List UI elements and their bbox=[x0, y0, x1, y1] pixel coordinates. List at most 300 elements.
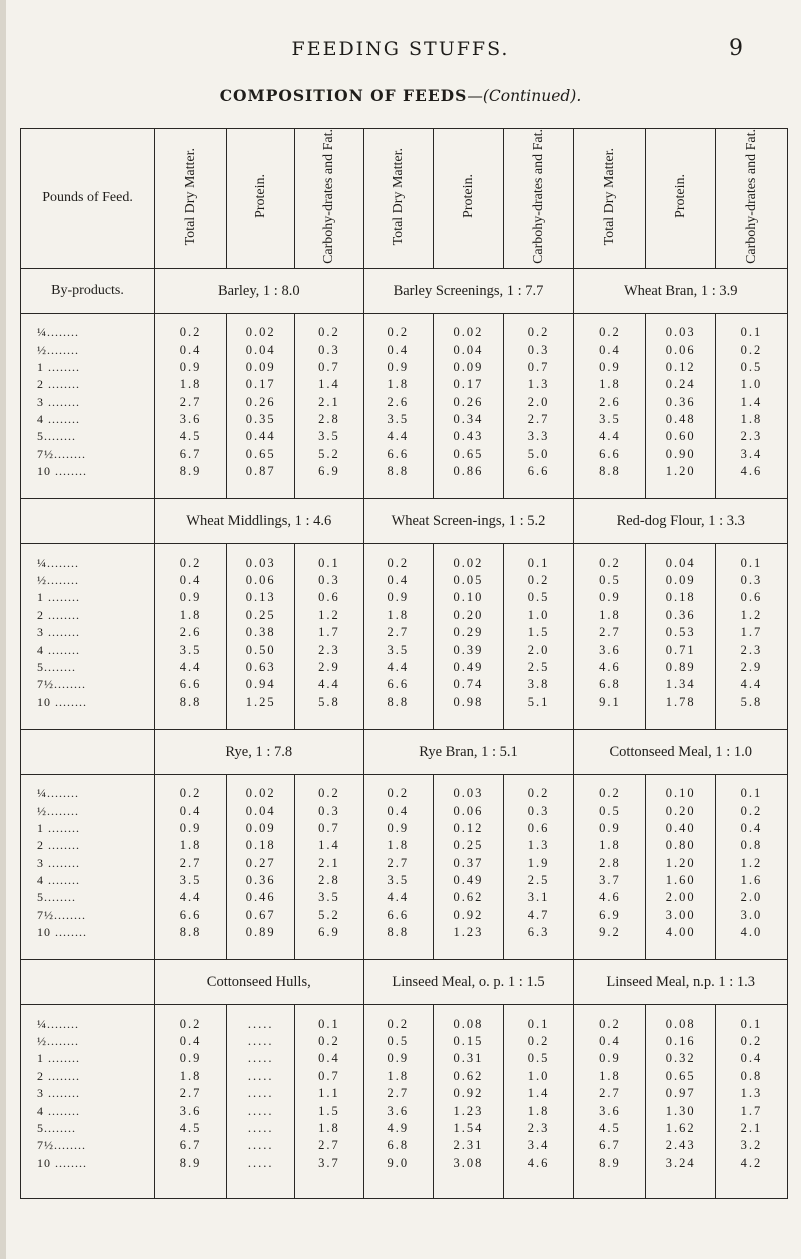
value-cell: 0.43 bbox=[434, 428, 504, 445]
feed-name: Linseed Meal, n.p. 1 : 1.3 bbox=[574, 960, 788, 1005]
value-cell: 8.9 bbox=[155, 463, 227, 480]
pounds-cell: 7½........ bbox=[21, 1137, 155, 1154]
spacer-cell bbox=[434, 941, 504, 960]
value-cell: 3.7 bbox=[574, 872, 646, 889]
value-cell: 0.36 bbox=[227, 872, 295, 889]
value-cell: 2.3 bbox=[295, 641, 363, 658]
value-cell: 2.0 bbox=[715, 889, 787, 906]
value-cell: 0.4 bbox=[715, 820, 787, 837]
spacer-cell bbox=[715, 480, 787, 499]
value-cell: 2.3 bbox=[503, 1120, 574, 1137]
value-cell: 0.9 bbox=[574, 359, 646, 376]
table-row bbox=[21, 1102, 788, 1119]
spacer-cell bbox=[503, 774, 574, 785]
protein-header bbox=[434, 129, 504, 269]
value-cell: 1.8 bbox=[574, 837, 646, 854]
table-row bbox=[21, 393, 788, 410]
value-cell: 0.90 bbox=[646, 446, 716, 463]
value-cell: 3.6 bbox=[155, 1102, 227, 1119]
feed-name: Cottonseed Hulls, bbox=[155, 960, 363, 1005]
value-cell: 2.7 bbox=[155, 1085, 227, 1102]
pounds-cell: 4 ........ bbox=[21, 411, 155, 428]
value-cell: 0.9 bbox=[363, 820, 434, 837]
section-end-row bbox=[21, 480, 788, 499]
value-cell: 0.2 bbox=[363, 785, 434, 802]
pounds-cell: 1 ........ bbox=[21, 359, 155, 376]
value-cell: 4.6 bbox=[574, 889, 646, 906]
spacer-cell bbox=[21, 1005, 155, 1016]
value-cell: 0.50 bbox=[227, 641, 295, 658]
value-cell: 0.9 bbox=[155, 820, 227, 837]
spacer-cell bbox=[295, 313, 363, 324]
table-row bbox=[21, 428, 788, 445]
pounds-of-feed-header: Pounds of Feed. bbox=[21, 129, 155, 269]
value-cell: 0.2 bbox=[155, 324, 227, 341]
value-cell: 0.92 bbox=[434, 1085, 504, 1102]
value-cell: 0.62 bbox=[434, 889, 504, 906]
header-text: Carbohy-drates and Fat. bbox=[743, 129, 759, 264]
value-cell: 0.2 bbox=[503, 324, 574, 341]
value-cell: 3.4 bbox=[503, 1137, 574, 1154]
value-cell: 0.65 bbox=[646, 1068, 716, 1085]
value-cell: 0.6 bbox=[503, 820, 574, 837]
value-cell: 0.15 bbox=[434, 1033, 504, 1050]
value-cell: 0.6 bbox=[715, 589, 787, 606]
value-cell: 1.8 bbox=[574, 1068, 646, 1085]
value-cell: 5.8 bbox=[715, 694, 787, 711]
value-cell: 0.9 bbox=[574, 820, 646, 837]
pounds-cell: 5........ bbox=[21, 889, 155, 906]
value-cell: 6.6 bbox=[574, 446, 646, 463]
pounds-cell: 1 ........ bbox=[21, 820, 155, 837]
value-cell: 4.0 bbox=[715, 924, 787, 941]
value-cell: 8.8 bbox=[363, 694, 434, 711]
value-cell: 1.8 bbox=[715, 411, 787, 428]
value-cell: 5.2 bbox=[295, 907, 363, 924]
value-cell: 5.2 bbox=[295, 446, 363, 463]
value-cell: 0.89 bbox=[227, 924, 295, 941]
spacer-cell bbox=[646, 774, 716, 785]
value-cell: 0.1 bbox=[295, 1015, 363, 1032]
value-cell: 2.6 bbox=[363, 393, 434, 410]
value-cell: 0.3 bbox=[503, 802, 574, 819]
value-cell: 0.04 bbox=[227, 341, 295, 358]
spacer-cell bbox=[227, 941, 295, 960]
value-cell: 4.4 bbox=[363, 659, 434, 676]
value-cell: 4.6 bbox=[503, 1155, 574, 1172]
spacer-cell bbox=[21, 1172, 155, 1199]
feed-name: Wheat Middlings, 1 : 4.6 bbox=[155, 499, 363, 544]
value-cell: 0.49 bbox=[434, 659, 504, 676]
value-cell: 3.5 bbox=[295, 889, 363, 906]
value-cell: 0.48 bbox=[646, 411, 716, 428]
carbohydrates-fat-header bbox=[503, 129, 574, 269]
table-row bbox=[21, 889, 788, 906]
header-text: Protein. bbox=[460, 174, 476, 219]
spacer-cell bbox=[574, 774, 646, 785]
spacer-cell bbox=[363, 774, 434, 785]
pounds-cell: 2 ........ bbox=[21, 1068, 155, 1085]
pounds-cell: 1 ........ bbox=[21, 589, 155, 606]
value-cell: 0.18 bbox=[646, 589, 716, 606]
value-cell: 0.08 bbox=[434, 1015, 504, 1032]
table-row bbox=[21, 872, 788, 889]
value-cell: 6.6 bbox=[363, 446, 434, 463]
value-cell: 3.6 bbox=[574, 1102, 646, 1119]
spacer-cell bbox=[295, 1172, 363, 1199]
value-cell: 6.7 bbox=[155, 446, 227, 463]
value-cell: 2.9 bbox=[715, 659, 787, 676]
value-cell: 3.08 bbox=[434, 1155, 504, 1172]
spacer-cell bbox=[363, 1005, 434, 1016]
value-cell: ..... bbox=[227, 1015, 295, 1032]
value-cell: 0.9 bbox=[363, 589, 434, 606]
spacer-cell bbox=[155, 480, 227, 499]
value-cell: 1.2 bbox=[715, 855, 787, 872]
value-cell: 2.6 bbox=[574, 393, 646, 410]
value-cell: 1.25 bbox=[227, 694, 295, 711]
value-cell: 0.2 bbox=[503, 572, 574, 589]
value-cell: 0.03 bbox=[434, 785, 504, 802]
value-cell: 0.36 bbox=[646, 393, 716, 410]
spacer-cell bbox=[155, 774, 227, 785]
table-row bbox=[21, 607, 788, 624]
value-cell: 2.43 bbox=[646, 1137, 716, 1154]
value-cell: 9.2 bbox=[574, 924, 646, 941]
value-cell: 3.2 bbox=[715, 1137, 787, 1154]
value-cell: 3.24 bbox=[646, 1155, 716, 1172]
value-cell: 0.49 bbox=[434, 872, 504, 889]
value-cell: 0.98 bbox=[434, 694, 504, 711]
feed-name: Rye Bran, 1 : 5.1 bbox=[363, 729, 574, 774]
header-text: Carbohy-drates and Fat. bbox=[531, 129, 547, 264]
value-cell: 0.38 bbox=[227, 624, 295, 641]
value-cell: 1.7 bbox=[715, 1102, 787, 1119]
section-end-row bbox=[21, 941, 788, 960]
value-cell: 0.67 bbox=[227, 907, 295, 924]
spacer-cell bbox=[574, 1005, 646, 1016]
value-cell: 4.5 bbox=[155, 1120, 227, 1137]
value-cell: 1.78 bbox=[646, 694, 716, 711]
value-cell: 0.5 bbox=[574, 572, 646, 589]
protein-header bbox=[646, 129, 716, 269]
value-cell: 1.8 bbox=[363, 376, 434, 393]
value-cell: 0.53 bbox=[646, 624, 716, 641]
pounds-cell: 4 ........ bbox=[21, 872, 155, 889]
value-cell: 1.4 bbox=[295, 376, 363, 393]
spacer-cell bbox=[715, 544, 787, 555]
value-cell: 1.4 bbox=[295, 837, 363, 854]
value-cell: 3.1 bbox=[503, 889, 574, 906]
value-cell: 4.4 bbox=[363, 428, 434, 445]
value-cell: 0.94 bbox=[227, 676, 295, 693]
value-cell: 0.80 bbox=[646, 837, 716, 854]
value-cell: 3.5 bbox=[155, 872, 227, 889]
value-cell: 0.13 bbox=[227, 589, 295, 606]
value-cell: 0.1 bbox=[503, 554, 574, 571]
value-cell: 0.2 bbox=[295, 785, 363, 802]
spacer-cell bbox=[363, 1172, 434, 1199]
value-cell: 0.26 bbox=[434, 393, 504, 410]
section-end-row bbox=[21, 1172, 788, 1199]
value-cell: 0.4 bbox=[363, 572, 434, 589]
spacer-cell bbox=[227, 1172, 295, 1199]
value-cell: 0.6 bbox=[295, 589, 363, 606]
value-cell: 8.8 bbox=[155, 694, 227, 711]
value-cell: 0.4 bbox=[155, 1033, 227, 1050]
running-head-title: FEEDING STUFFS. bbox=[291, 38, 510, 60]
running-head bbox=[0, 38, 801, 68]
value-cell: 2.5 bbox=[503, 872, 574, 889]
value-cell: 5.1 bbox=[503, 694, 574, 711]
value-cell: 8.8 bbox=[363, 924, 434, 941]
value-cell: 6.7 bbox=[574, 1137, 646, 1154]
value-cell: 0.9 bbox=[574, 589, 646, 606]
value-cell: 2.7 bbox=[155, 393, 227, 410]
value-cell: 1.8 bbox=[295, 1120, 363, 1137]
value-cell: 0.8 bbox=[715, 837, 787, 854]
value-cell: 6.9 bbox=[574, 907, 646, 924]
spacer-cell bbox=[434, 1005, 504, 1016]
value-cell: 2.7 bbox=[363, 624, 434, 641]
value-cell: 1.3 bbox=[715, 1085, 787, 1102]
value-cell: 1.34 bbox=[646, 676, 716, 693]
value-cell: 0.9 bbox=[363, 359, 434, 376]
value-cell: 1.8 bbox=[155, 607, 227, 624]
table-row bbox=[21, 624, 788, 641]
value-cell: 1.8 bbox=[574, 607, 646, 624]
value-cell: 2.3 bbox=[715, 641, 787, 658]
value-cell: 1.0 bbox=[503, 1068, 574, 1085]
value-cell: 0.29 bbox=[434, 624, 504, 641]
value-cell: 9.0 bbox=[363, 1155, 434, 1172]
value-cell: 0.26 bbox=[227, 393, 295, 410]
spacer-cell bbox=[574, 480, 646, 499]
spacer-cell bbox=[574, 313, 646, 324]
carbohydrates-fat-header bbox=[715, 129, 787, 269]
value-cell: 0.35 bbox=[227, 411, 295, 428]
value-cell: 0.4 bbox=[363, 341, 434, 358]
value-cell: 2.0 bbox=[503, 641, 574, 658]
spacer-cell bbox=[21, 711, 155, 730]
header-text: Carbohy-drates and Fat. bbox=[321, 129, 337, 264]
value-cell: 0.16 bbox=[646, 1033, 716, 1050]
pounds-cell: 10 ........ bbox=[21, 924, 155, 941]
value-cell: 2.8 bbox=[295, 872, 363, 889]
table-row bbox=[21, 1120, 788, 1137]
value-cell: 6.8 bbox=[363, 1137, 434, 1154]
value-cell: ..... bbox=[227, 1137, 295, 1154]
value-cell: 0.09 bbox=[646, 572, 716, 589]
spacer-cell bbox=[646, 711, 716, 730]
value-cell: 0.3 bbox=[295, 802, 363, 819]
value-cell: 1.8 bbox=[155, 837, 227, 854]
value-cell: 0.63 bbox=[227, 659, 295, 676]
pounds-cell: ½........ bbox=[21, 802, 155, 819]
value-cell: 0.1 bbox=[295, 554, 363, 571]
value-cell: 0.25 bbox=[434, 837, 504, 854]
pounds-cell: 7½........ bbox=[21, 446, 155, 463]
spacer-cell bbox=[574, 544, 646, 555]
composition-table bbox=[20, 128, 788, 1199]
table-row bbox=[21, 359, 788, 376]
value-cell: 0.06 bbox=[646, 341, 716, 358]
value-cell: 0.7 bbox=[295, 359, 363, 376]
value-cell: 1.54 bbox=[434, 1120, 504, 1137]
value-cell: 0.3 bbox=[715, 572, 787, 589]
header-text: Total Dry Matter. bbox=[602, 147, 618, 246]
value-cell: 3.7 bbox=[295, 1155, 363, 1172]
value-cell: 0.12 bbox=[646, 359, 716, 376]
value-cell: ..... bbox=[227, 1155, 295, 1172]
spacer-cell bbox=[227, 544, 295, 555]
value-cell: 0.97 bbox=[646, 1085, 716, 1102]
value-cell: 2.8 bbox=[574, 855, 646, 872]
carbohydrates-fat-header bbox=[295, 129, 363, 269]
feed-name: Barley Screenings, 1 : 7.7 bbox=[363, 268, 574, 313]
value-cell: 0.7 bbox=[503, 359, 574, 376]
value-cell: 0.46 bbox=[227, 889, 295, 906]
value-cell: 0.1 bbox=[715, 1015, 787, 1032]
value-cell: 2.6 bbox=[155, 624, 227, 641]
value-cell: 0.2 bbox=[715, 1033, 787, 1050]
value-cell: 1.30 bbox=[646, 1102, 716, 1119]
value-cell: 3.5 bbox=[363, 411, 434, 428]
spacer-cell bbox=[715, 711, 787, 730]
value-cell: 3.0 bbox=[715, 907, 787, 924]
group-header-row bbox=[21, 960, 788, 1005]
spacer-cell bbox=[434, 774, 504, 785]
spacer-cell bbox=[227, 774, 295, 785]
value-cell: 0.4 bbox=[155, 802, 227, 819]
value-cell: 1.4 bbox=[715, 393, 787, 410]
spacer-cell bbox=[646, 480, 716, 499]
pounds-cell: ¼........ bbox=[21, 324, 155, 341]
value-cell: 1.8 bbox=[363, 837, 434, 854]
header-text: Total Dry Matter. bbox=[183, 147, 199, 246]
value-cell: 3.8 bbox=[503, 676, 574, 693]
value-cell: 3.3 bbox=[503, 428, 574, 445]
value-cell: 6.6 bbox=[363, 676, 434, 693]
feed-name: Rye, 1 : 7.8 bbox=[155, 729, 363, 774]
table-row bbox=[21, 1033, 788, 1050]
value-cell: 3.5 bbox=[363, 872, 434, 889]
table-row bbox=[21, 855, 788, 872]
value-cell: 0.17 bbox=[227, 376, 295, 393]
value-cell: 1.8 bbox=[363, 607, 434, 624]
value-cell: 0.3 bbox=[295, 572, 363, 589]
header-text: Protein. bbox=[673, 174, 689, 219]
value-cell: 0.2 bbox=[363, 1015, 434, 1032]
spacer-cell bbox=[21, 313, 155, 324]
value-cell: 6.6 bbox=[503, 463, 574, 480]
value-cell: 0.4 bbox=[363, 802, 434, 819]
spacer-cell bbox=[715, 1172, 787, 1199]
value-cell: 0.09 bbox=[434, 359, 504, 376]
value-cell: 0.71 bbox=[646, 641, 716, 658]
value-cell: 6.7 bbox=[155, 1137, 227, 1154]
pounds-cell: ¼........ bbox=[21, 785, 155, 802]
table-body bbox=[21, 268, 788, 1198]
value-cell: 6.6 bbox=[363, 907, 434, 924]
table-row bbox=[21, 1155, 788, 1172]
value-cell: 1.8 bbox=[363, 1068, 434, 1085]
value-cell: ..... bbox=[227, 1033, 295, 1050]
spacer-cell bbox=[574, 711, 646, 730]
spacer-cell bbox=[227, 711, 295, 730]
table-title bbox=[0, 86, 801, 105]
spacer-cell bbox=[646, 941, 716, 960]
value-cell: 0.7 bbox=[295, 820, 363, 837]
value-cell: 0.9 bbox=[155, 359, 227, 376]
table-row bbox=[21, 837, 788, 854]
value-cell: 0.04 bbox=[646, 554, 716, 571]
value-cell: ..... bbox=[227, 1068, 295, 1085]
table-row bbox=[21, 802, 788, 819]
value-cell: 0.27 bbox=[227, 855, 295, 872]
value-cell: 0.2 bbox=[574, 785, 646, 802]
feed-name: Wheat Screen-ings, 1 : 5.2 bbox=[363, 499, 574, 544]
spacer-cell bbox=[155, 1172, 227, 1199]
spacer-cell bbox=[295, 1005, 363, 1016]
value-cell: 5.0 bbox=[503, 446, 574, 463]
value-cell: 2.00 bbox=[646, 889, 716, 906]
spacer-cell bbox=[574, 941, 646, 960]
value-cell: 8.9 bbox=[574, 1155, 646, 1172]
value-cell: 0.2 bbox=[574, 554, 646, 571]
pounds-cell: 2 ........ bbox=[21, 837, 155, 854]
value-cell: 0.4 bbox=[295, 1050, 363, 1067]
value-cell: 2.1 bbox=[295, 855, 363, 872]
value-cell: 0.65 bbox=[434, 446, 504, 463]
value-cell: 0.09 bbox=[227, 820, 295, 837]
value-cell: 1.7 bbox=[295, 624, 363, 641]
spacer-cell bbox=[646, 544, 716, 555]
column-header-row bbox=[21, 129, 788, 269]
spacer-cell bbox=[503, 1005, 574, 1016]
value-cell: 0.1 bbox=[715, 554, 787, 571]
spacer-cell bbox=[363, 711, 434, 730]
value-cell: 0.4 bbox=[155, 341, 227, 358]
spacer-cell bbox=[295, 544, 363, 555]
value-cell: 0.9 bbox=[155, 1050, 227, 1067]
value-cell: 0.1 bbox=[715, 324, 787, 341]
value-cell: 3.6 bbox=[574, 641, 646, 658]
value-cell: 0.2 bbox=[503, 785, 574, 802]
value-cell: 1.6 bbox=[715, 872, 787, 889]
value-cell: 1.60 bbox=[646, 872, 716, 889]
value-cell: 1.5 bbox=[295, 1102, 363, 1119]
group-label-empty bbox=[21, 499, 155, 544]
value-cell: 3.5 bbox=[363, 641, 434, 658]
page-number: 9 bbox=[729, 36, 743, 61]
pounds-cell: ¼........ bbox=[21, 1015, 155, 1032]
spacer-cell bbox=[503, 941, 574, 960]
value-cell: 0.2 bbox=[715, 802, 787, 819]
table-row bbox=[21, 1050, 788, 1067]
spacer-cell bbox=[715, 313, 787, 324]
value-cell: 0.2 bbox=[574, 324, 646, 341]
value-cell: 0.3 bbox=[295, 341, 363, 358]
value-cell: 0.06 bbox=[434, 802, 504, 819]
value-cell: 1.2 bbox=[715, 607, 787, 624]
value-cell: 6.9 bbox=[295, 924, 363, 941]
table-row bbox=[21, 411, 788, 428]
value-cell: 0.2 bbox=[715, 341, 787, 358]
spacer-cell bbox=[434, 313, 504, 324]
value-cell: 2.7 bbox=[363, 1085, 434, 1102]
value-cell: 0.2 bbox=[155, 1015, 227, 1032]
